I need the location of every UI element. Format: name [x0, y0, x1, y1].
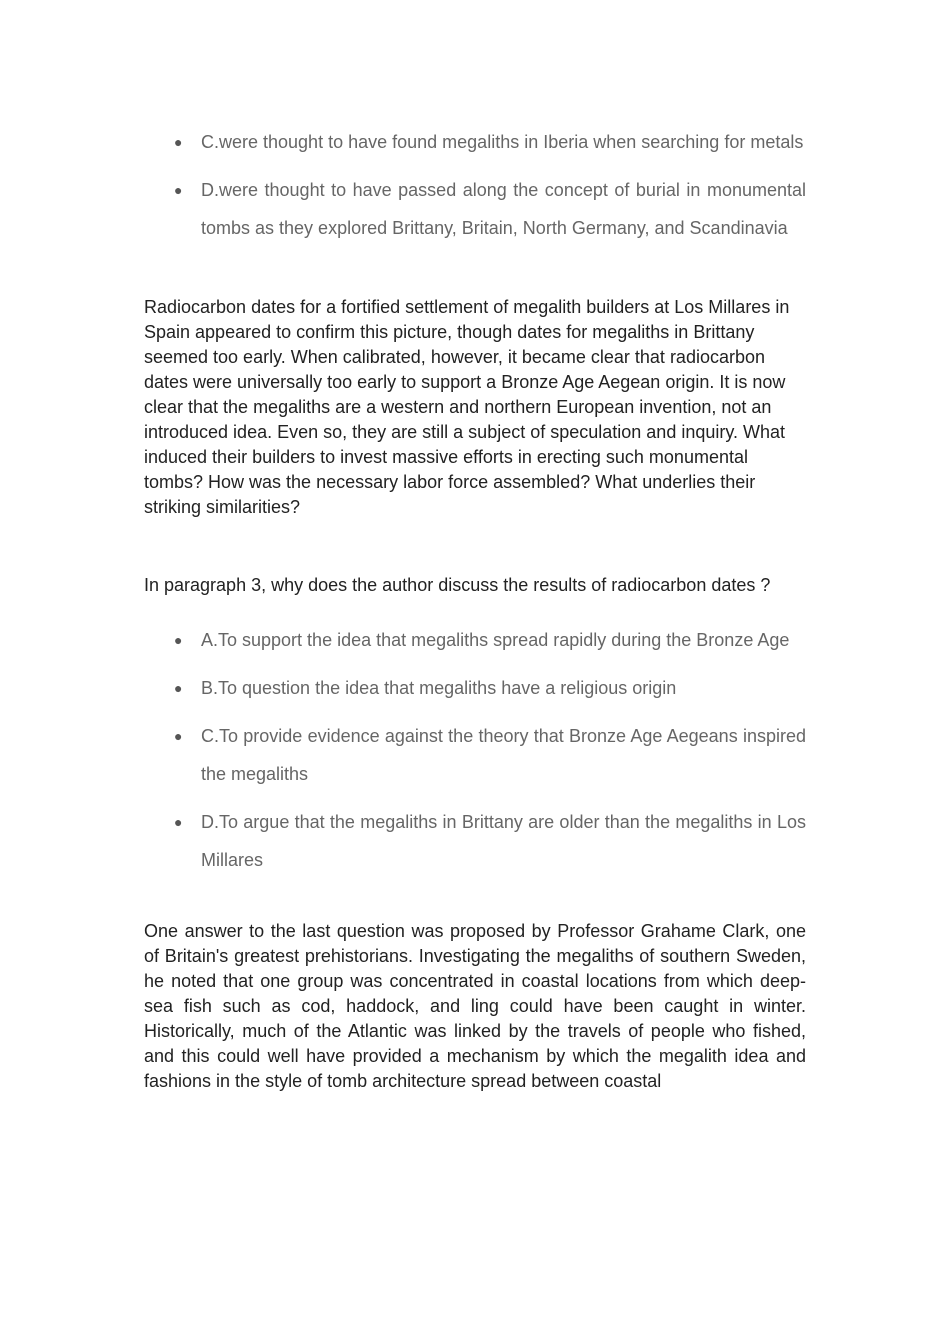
- answer-option-d: ● D.To argue that the megaliths in Brittany are older than the megaliths in Los Millares: [144, 803, 806, 879]
- question-text: In paragraph 3, why does the author discuss the results of radiocarbon dates ?: [144, 575, 771, 595]
- answer-option-d: ● D.were thought to have passed along the concept of burial in monumental tombs as they explored Brittany, Britain, North Germany, and Scandinavia: [144, 171, 806, 247]
- bullet-icon: ●: [174, 680, 183, 696]
- answer-option-a: ● A.To support the idea that megaliths spread rapidly during the Bronze Age: [144, 621, 806, 659]
- answer-options-prev-question: [144, 123, 806, 247]
- bullet-icon: ●: [174, 728, 183, 744]
- paragraph-4: One answer to the last question was proposed by Professor Grahame Clark, one of Britain's greatest prehistorians. Investigating the megaliths of southern Sweden, he noted that one group was concentrated in coastal locations from which deep-sea fish such as cod, haddock, and ling could have been caught in winter. Historically, much of the Atlantic was linked by the travels of people who fished, and this could well have provided a mechanism by which the megalith idea and fashions in the style of tomb architecture spread between coastal: [144, 921, 806, 1091]
- bullet-icon: ●: [174, 814, 183, 830]
- answer-options: [144, 621, 806, 879]
- bullet-icon: ●: [174, 632, 183, 648]
- bullet-icon: ●: [174, 134, 183, 150]
- bullet-icon: ●: [174, 182, 183, 198]
- answer-option-c: ● C.To provide evidence against the theory that Bronze Age Aegeans inspired the megaliths: [144, 717, 806, 793]
- answer-option-b: ● B.To question the idea that megaliths have a religious origin: [144, 669, 806, 707]
- paragraph-3: Radiocarbon dates for a fortified settlement of megalith builders at Los Millares in Spain appeared to confirm this picture, though dates for megaliths in Brittany seemed too early. When calibrated, however, it became clear that radiocarbon dates were universally too early to support a Bronze Age Aegean origin. It is now clear that the megaliths are a western and northern European invention, not an introduced idea. Even so, they are still a subject of speculation and inquiry. What induced their builders to invest massive efforts in erecting such monumental tombs? How was the necessary labor force assembled? What underlies their striking similarities?: [144, 297, 790, 517]
- document-page: [144, 0, 806, 1094]
- answer-option-c: ● C.were thought to have found megaliths in Iberia when searching for metals: [144, 123, 806, 161]
